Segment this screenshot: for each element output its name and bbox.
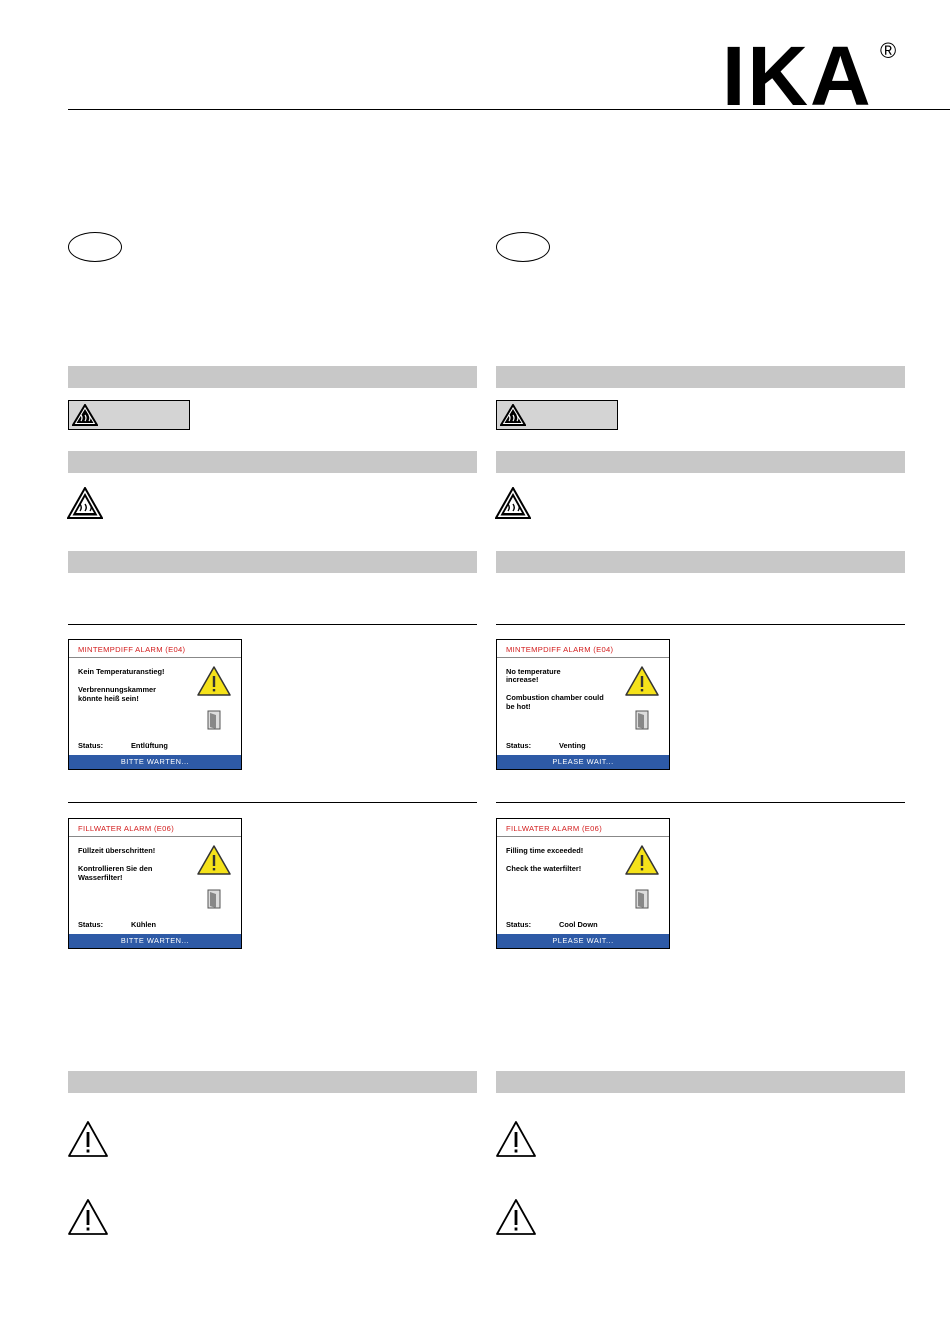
alarm-message-line: increase! [506,675,539,684]
hot-surface-warning-icon [500,404,526,426]
alarm-message-line: Check the waterfilter! [506,864,582,873]
status-label: Status: [506,920,532,929]
status-label: Status: [78,920,104,929]
alarm-screen-left-2 [68,818,242,949]
separator-left-2 [68,802,477,803]
separator-right-2 [496,802,905,803]
general-warning-icon [67,1120,109,1158]
alarm-title: FILLWATER ALARM (E06) [506,824,603,833]
section-bar-left-2 [68,451,477,473]
alarm-title: FILLWATER ALARM (E06) [78,824,175,833]
separator-left-1 [68,624,477,625]
door-icon [207,889,221,909]
alarm-message-line: Füllzeit überschritten! [78,846,156,855]
alarm-message-line: Kontrollieren Sie den [78,864,153,873]
section-bar-left-3 [68,551,477,573]
registered-mark: ® [880,38,897,63]
door-icon [635,710,649,730]
status-value: Cool Down [559,920,598,929]
general-warning-icon [197,845,231,875]
section-bar-right-1 [496,366,905,388]
header-rule [68,109,950,110]
general-warning-icon [625,666,659,696]
general-warning-icon [67,1198,109,1236]
alarm-message-line: Kein Temperaturanstieg! [78,667,165,676]
alarm-message-line: be hot! [506,702,531,711]
hot-surface-warning-icon [67,487,103,519]
hot-surface-warning-icon [495,487,531,519]
alarm-message-line: Wasserfilter! [78,873,123,882]
wait-footer: PLEASE WAIT... [497,934,669,948]
language-oval-left [68,232,122,262]
door-icon [207,710,221,730]
ika-logo: IKA [722,29,873,123]
separator-right-1 [496,624,905,625]
warning-box-left [68,400,190,430]
language-oval-right [496,232,550,262]
alarm-title: MINTEMPDIFF ALARM (E04) [78,645,186,654]
status-label: Status: [78,741,104,750]
status-value: Venting [559,741,586,750]
status-value: Kühlen [131,920,157,929]
section-bar-left-4 [68,1071,477,1093]
wait-footer: BITTE WARTEN... [69,755,241,769]
status-value: Entlüftung [131,741,168,750]
door-icon [635,889,649,909]
wait-footer: PLEASE WAIT... [497,755,669,769]
section-bar-right-4 [496,1071,905,1093]
alarm-message-line: Filling time exceeded! [506,846,584,855]
general-warning-icon [625,845,659,875]
alarm-message-line: Verbrennungskammer [78,685,157,694]
section-bar-left-1 [68,366,477,388]
hot-surface-warning-icon [72,404,98,426]
alarm-screen-right-1 [496,639,670,770]
general-warning-icon [495,1120,537,1158]
status-label: Status: [506,741,532,750]
alarm-message-line: Combustion chamber could [506,693,604,702]
alarm-message-line: könnte heiß sein! [78,694,139,703]
alarm-screen-right-2 [496,818,670,949]
general-warning-icon [197,666,231,696]
section-bar-right-2 [496,451,905,473]
alarm-title: MINTEMPDIFF ALARM (E04) [506,645,614,654]
alarm-screen-left-1 [68,639,242,770]
warning-box-right [496,400,618,430]
section-bar-right-3 [496,551,905,573]
wait-footer: BITTE WARTEN... [69,934,241,948]
alarm-message-line: No temperature [506,667,561,676]
general-warning-icon [495,1198,537,1236]
